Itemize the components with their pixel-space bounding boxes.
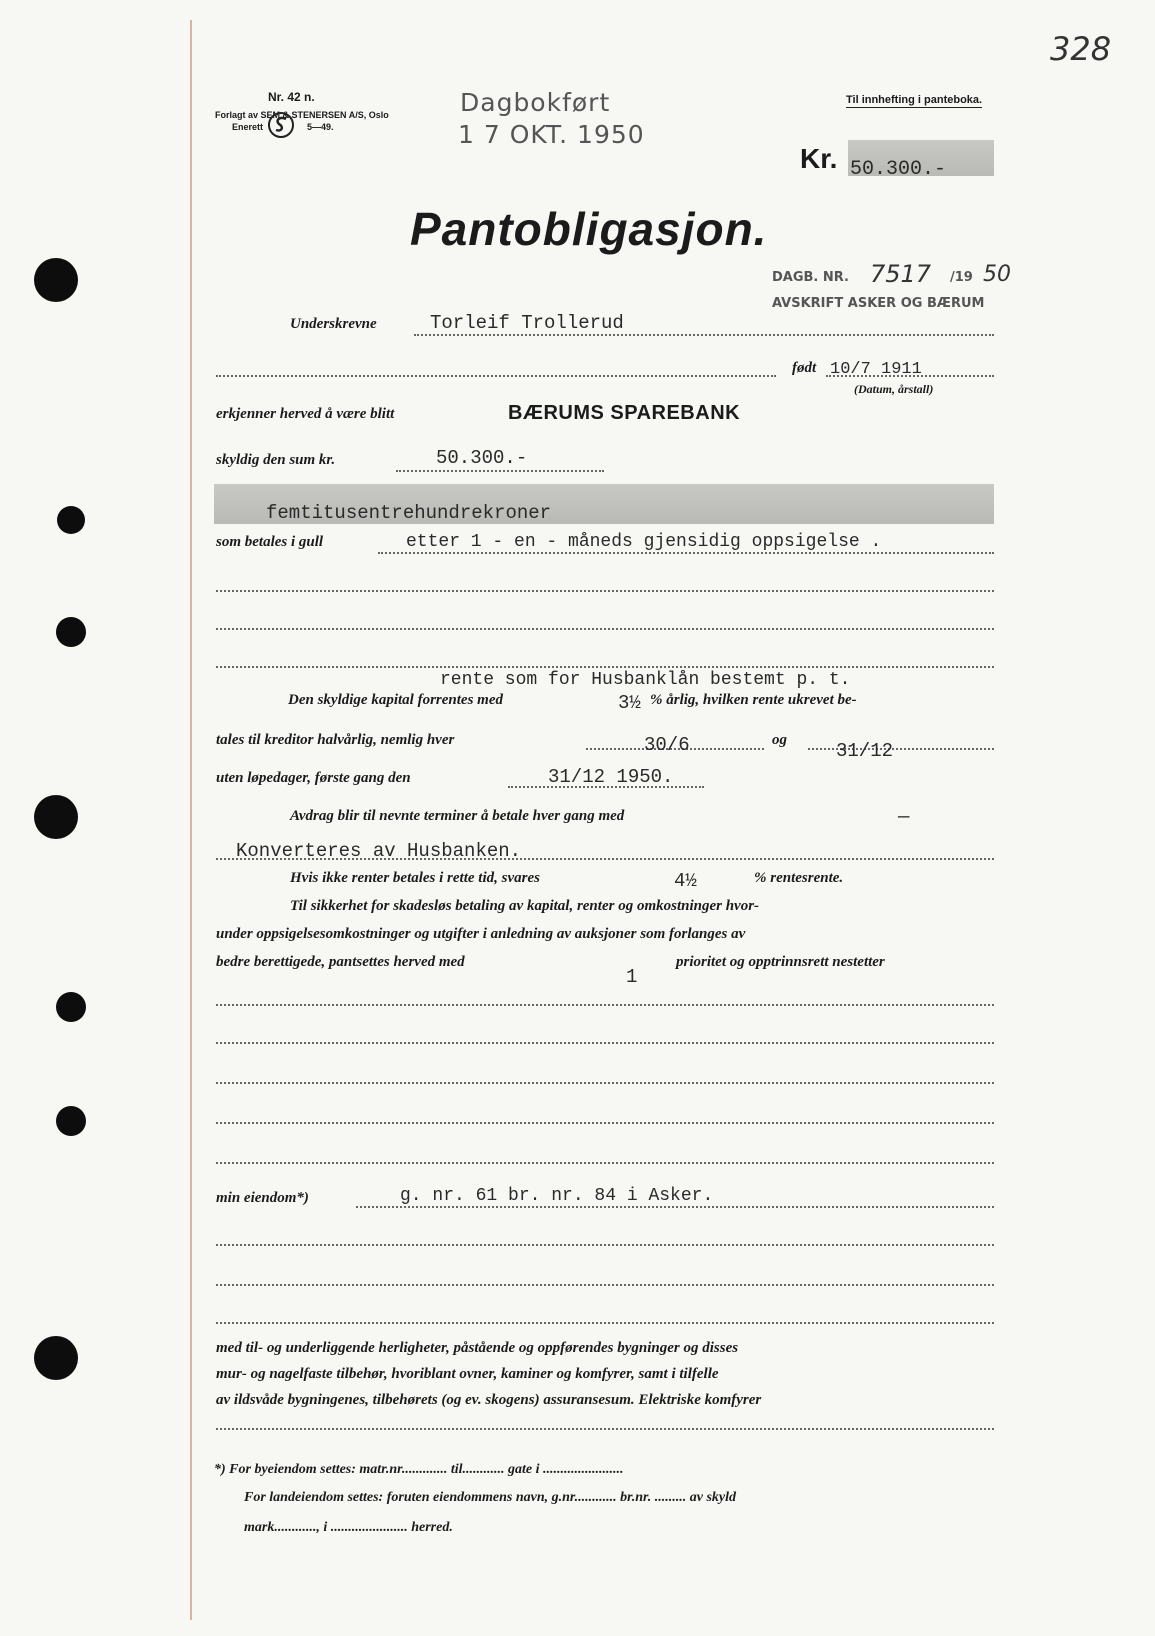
- first-label: uten løpedager, første gang den: [216, 770, 411, 786]
- punch-hole: [56, 1106, 86, 1136]
- publisher-date: 5—49.: [307, 122, 334, 132]
- kr-amount: 50.300.-: [850, 158, 947, 181]
- blank-line: [216, 666, 994, 668]
- interest-note: rente som for Husbanklån bestemt p. t.: [440, 670, 851, 690]
- form-number: Nr. 42 n.: [268, 90, 315, 104]
- security-line2: under oppsigelsesomkostninger og utgifter i anledning av auksjoner som forlanges av: [216, 926, 746, 942]
- punch-hole: [34, 258, 78, 302]
- kr-label: Kr.: [800, 143, 838, 174]
- installment-value: —: [898, 806, 910, 828]
- blank-line: [216, 1122, 994, 1124]
- property-label: min eiendom*): [216, 1190, 309, 1206]
- dagb-year-prefix: /19: [950, 270, 973, 285]
- paid-label: som betales i gull: [216, 534, 324, 550]
- dagb-year: 50: [983, 262, 1011, 287]
- owing-label: skyldig den sum kr.: [216, 452, 336, 468]
- footnote-line3: mark............, i ...................... herred.: [244, 1520, 453, 1535]
- publisher-enerett: Enerett: [232, 122, 264, 132]
- interest-rate: 3½: [618, 692, 641, 714]
- property-value: g. nr. 61 br. nr. 84 i Asker.: [400, 1186, 714, 1206]
- paid-value: etter 1 - en - måneds gjensidig oppsigelse .: [406, 532, 882, 552]
- page-title: Pantobligasjon.: [410, 203, 768, 255]
- dagb-label: DAGB. NR.: [772, 270, 849, 285]
- dagbokfort-stamp-date: 1 7 OKT. 1950: [458, 120, 645, 149]
- dagbokfort-stamp-line1: Dagbokført: [460, 88, 611, 117]
- blank-line: [216, 1284, 994, 1286]
- term1: 30/6: [644, 734, 690, 756]
- undersigned-label: Underskrevne: [290, 316, 377, 332]
- born-value: 10/7 1911: [830, 360, 922, 379]
- binding-note: Til innhefting i panteboka.: [846, 94, 983, 106]
- margin-line: [190, 20, 192, 1620]
- punch-hole: [34, 1336, 78, 1380]
- paid-to-text: tales til kreditor halvårlig, nemlig hver: [216, 732, 455, 748]
- dagb-number: 7517: [870, 260, 932, 288]
- interest-text-b: % årlig, hvilken rente ukrevet be-: [650, 692, 857, 708]
- rights-line3: av ildsvåde bygningenes, tilbehørets (og ev. skogens) assuransesum. Elektriske komfyrer: [216, 1392, 762, 1408]
- punch-hole: [56, 992, 86, 1022]
- priority: 1: [626, 966, 638, 988]
- interest-text-a: Den skyldige kapital forrentes med: [288, 692, 503, 708]
- rights-line1: med til- og underliggende herligheter, påstående og oppførendes bygninger og disses: [216, 1340, 739, 1356]
- late-rate: 4½: [674, 870, 697, 892]
- term2: 31/12: [836, 740, 894, 762]
- born-label: født: [792, 360, 817, 376]
- security-line3b: prioritet og opptrinnsrett nestetter: [676, 954, 885, 970]
- late-text-b: % rentesrente.: [754, 870, 844, 886]
- blank-line: [216, 1162, 994, 1164]
- security-line1: Til sikkerhet for skadesløs betaling av kapital, renter og omkostninger hvor-: [290, 898, 760, 914]
- blank-line: [216, 1004, 994, 1006]
- publisher-logo-icon: [266, 110, 296, 140]
- blank-line: [216, 1082, 994, 1084]
- late-text-a: Hvis ikke renter betales i rette tid, svares: [290, 870, 540, 886]
- blank-line: [216, 1042, 994, 1044]
- punch-hole: [56, 617, 86, 647]
- creditor-name: BÆRUMS SPAREBANK: [508, 402, 741, 424]
- blank-line: [216, 1244, 994, 1246]
- undersigned-line: [414, 334, 994, 336]
- page-number: 328: [1050, 30, 1112, 68]
- installment-text: Avdrag blir til nevnte terminer å betale hver gang med: [290, 808, 625, 824]
- paid-line: [378, 552, 994, 554]
- convert-value: Konverteres av Husbanken.: [236, 840, 522, 862]
- and-label: og: [772, 732, 787, 748]
- born-hint: (Datum, årstall): [854, 382, 934, 396]
- owing-line: [396, 470, 604, 472]
- blank-line: [216, 1428, 994, 1430]
- first-date: 31/12 1950.: [548, 766, 674, 788]
- avskrift-stamp: AVSKRIFT ASKER OG BÆRUM: [772, 296, 985, 311]
- rights-line2: mur- og nagelfaste tilbehør, hvoriblant ovner, kaminer og komfyrer, samt i tilfelle: [216, 1366, 719, 1382]
- property-line: [356, 1206, 994, 1208]
- publisher-line: Forlagt av SEM & STENERSEN A/S, Oslo: [215, 110, 389, 120]
- amount-words: femtitusentrehundrekroner: [266, 502, 552, 524]
- blank-line: [216, 1322, 994, 1324]
- blank-line: [216, 590, 994, 592]
- security-line3a: bedre berettigede, pantsettes herved med: [216, 954, 465, 970]
- footnote-line1: *) For byeiendom settes: matr.nr............. til............ gate i .......................: [214, 1462, 624, 1477]
- undersigned-value: Torleif Trollerud: [430, 312, 624, 334]
- born-left-line: [216, 375, 776, 377]
- punch-hole: [57, 506, 85, 534]
- footnote-line2: For landeiendom settes: foruten eiendommens navn, g.nr............ br.nr. ......... av skyld: [244, 1490, 736, 1505]
- punch-hole: [34, 795, 78, 839]
- blank-line: [216, 628, 994, 630]
- acknowledge-label: erkjenner herved å være blitt: [216, 406, 395, 422]
- owing-amount: 50.300.-: [436, 447, 528, 469]
